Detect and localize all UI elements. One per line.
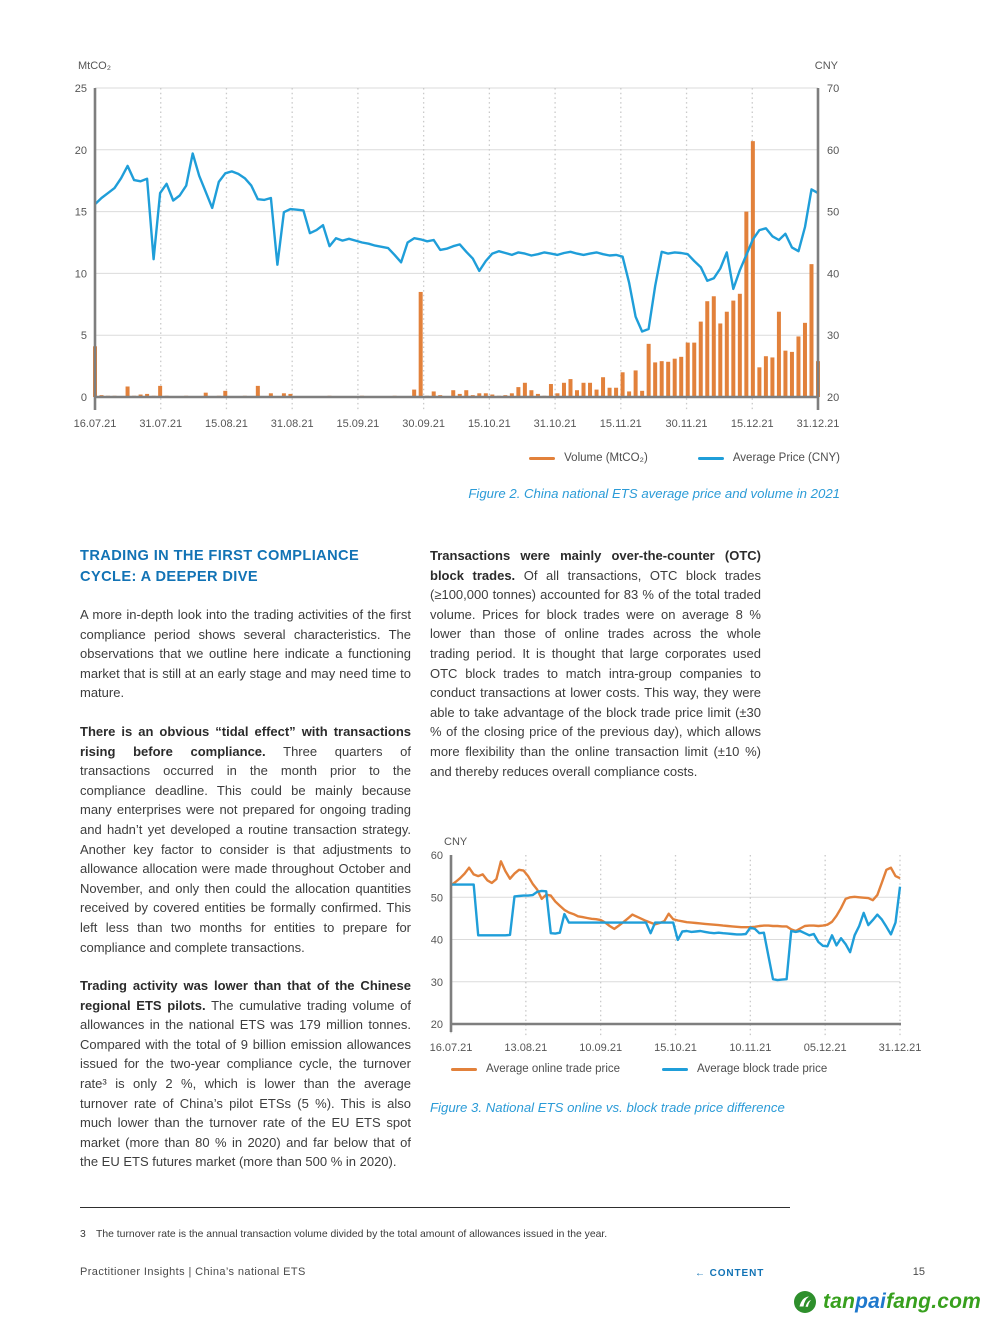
svg-text:20: 20 [827, 392, 840, 404]
svg-text:5: 5 [80, 330, 87, 343]
svg-text:20: 20 [430, 1019, 443, 1031]
left-column [80, 546, 411, 1191]
figure3-chart [416, 833, 936, 1058]
block-price-legend-label: Average block trade price [697, 1063, 828, 1075]
volume-legend-swatch [529, 457, 555, 460]
svg-text:60: 60 [827, 144, 840, 157]
svg-text:13.08.21: 13.08.21 [504, 1042, 548, 1054]
price-legend-label: Average Price (CNY) [732, 452, 840, 464]
svg-text:30: 30 [827, 330, 840, 343]
svg-text:15.10.21: 15.10.21 [654, 1042, 697, 1054]
svg-text:15.08.21: 15.08.21 [205, 418, 248, 430]
svg-text:10.09.21: 10.09.21 [579, 1042, 623, 1054]
svg-text:31.07.21: 31.07.21 [139, 418, 183, 430]
paragraph-trading-activity: Trading activity was lower than that of the Chinese regional ETS pilots. The cumulative trading volume of allowances in the national ETS was 179 million tonnes. Compared with the total of 9 billion emission allowances issued for the two-year compliance cycle, the turnover rate³ is only 2 %, which is lower than the average turnover rate of China’s pilot ETSs (5 %). This is also much lower than the turnover rate of the EU ETS spot market (more than 80 % in 2020) and far below that of the EU ETS futures market (more than 500 % in 2020). [80, 978, 411, 1170]
svg-text:31.12.21: 31.12.21 [796, 418, 840, 430]
svg-text:50: 50 [827, 206, 840, 219]
figure2-chart [60, 55, 930, 450]
page-number: 15 [912, 1266, 925, 1278]
figure2-caption: Figure 2. China national ETS average price and volume in 2021 [468, 486, 840, 501]
figure3-legend-block [662, 1063, 827, 1075]
svg-text:15.10.21: 15.10.21 [467, 418, 511, 430]
svg-text:30.09.21: 30.09.21 [402, 418, 446, 430]
svg-text:10: 10 [74, 268, 87, 281]
svg-text:CNY: CNY [444, 836, 468, 848]
svg-text:40: 40 [827, 268, 840, 281]
svg-text:30: 30 [430, 976, 443, 989]
logo-text: tanpaifang.com [823, 1290, 982, 1313]
volume-legend-label: Volume (MtCO₂) [564, 452, 648, 464]
svg-text:CNY: CNY [814, 60, 838, 72]
svg-text:40: 40 [430, 934, 443, 947]
svg-text:15.11.21: 15.11.21 [599, 418, 642, 430]
svg-text:MtCO₂: MtCO₂ [78, 60, 111, 72]
paragraph-otc-trades: Transactions were mainly over-the-counter (OTC) block trades. Of all transactions, OTC block trades (≥100,000 tonnes) accounted for 83 % of the total traded volume. Prices for block trades were on average 8 % lower than those of online trades across the whole trading period. It is thought that large corporates used OTC block trades to match intra-group companies to conduct transactions at lower costs. This way, they were able to take advantage of the block trade price limit (±30 % of the closing price of the previous day), which allows more flexibility than the online transaction limit (±10 %) and thereby reduces overall compliance costs. [430, 548, 761, 779]
figure3-legend-online [451, 1063, 620, 1075]
figure3-svg [416, 833, 936, 1058]
right-column [430, 546, 761, 800]
svg-text:15.12.21: 15.12.21 [730, 418, 774, 430]
svg-text:25: 25 [74, 83, 87, 95]
tanpaifang-logo-icon [793, 1290, 817, 1314]
figure3-caption: Figure 3. National ETS online vs. block trade price difference [430, 1100, 785, 1115]
figure2-legend-volume [529, 452, 648, 464]
tanpaifang-logo[interactable] [793, 1290, 981, 1314]
figure2-legend [60, 452, 840, 464]
figure3-legend [451, 1063, 827, 1075]
content-back-link[interactable]: ← CONTENT [695, 1268, 765, 1279]
footnote [80, 1229, 607, 1240]
svg-text:0: 0 [80, 392, 87, 404]
svg-text:15: 15 [74, 206, 87, 219]
footnote-text: The turnover rate is the annual transaction volume divided by the total amount of allowances issued in the year. [96, 1229, 608, 1240]
svg-text:30.11.21: 30.11.21 [665, 418, 708, 430]
price-legend-swatch [698, 457, 724, 460]
footer-publication-title: Practitioner Insights | China’s national ETS [80, 1266, 306, 1278]
svg-text:15.09.21: 15.09.21 [336, 418, 380, 430]
footer-divider [80, 1207, 790, 1208]
footnote-number: 3 [80, 1229, 86, 1240]
block-price-legend-swatch [662, 1068, 688, 1071]
svg-text:70: 70 [827, 83, 840, 95]
online-price-legend-label: Average online trade price [486, 1063, 621, 1075]
svg-text:31.08.21: 31.08.21 [270, 418, 314, 430]
figure2-legend-price [698, 452, 840, 464]
svg-text:50: 50 [430, 892, 443, 905]
figure2-svg [60, 55, 930, 450]
paragraph-intro: A more in-depth look into the trading activities of the first compliance period shows several characteristics. The observations that we outline here indicate a functioning market that is still at an early stage and may need time to mature. [80, 607, 411, 701]
paragraph-tidal-effect: There is an obvious “tidal effect” with transactions rising before compliance. Three quarters of transactions occurred in the month prior to the compliance deadline. This could be mainly because many enterprises were not prepared for ongoing trading and hadn’t yet developed a routine transaction strategy. Another key factor to consider is that adjustments to allowance allocation were made throughout October and November, and only then could the allocation quantities received by covered entities be formally confirmed. This left less than two months for entities to prepare for compliance and complete transactions. [80, 723, 411, 955]
svg-text:05.12.21: 05.12.21 [803, 1042, 847, 1054]
svg-text:31.12.21: 31.12.21 [878, 1042, 922, 1054]
svg-text:31.10.21: 31.10.21 [533, 418, 577, 430]
svg-text:16.07.21: 16.07.21 [429, 1042, 473, 1054]
svg-text:60: 60 [430, 850, 443, 862]
svg-text:10.11.21: 10.11.21 [729, 1042, 772, 1054]
online-price-legend-swatch [451, 1068, 477, 1071]
svg-text:16.07.21: 16.07.21 [73, 418, 117, 430]
svg-text:20: 20 [74, 144, 87, 157]
section-heading: TRADING IN THE FIRST COMPLIANCE CYCLE: A DEEPER DIVE [80, 548, 360, 585]
